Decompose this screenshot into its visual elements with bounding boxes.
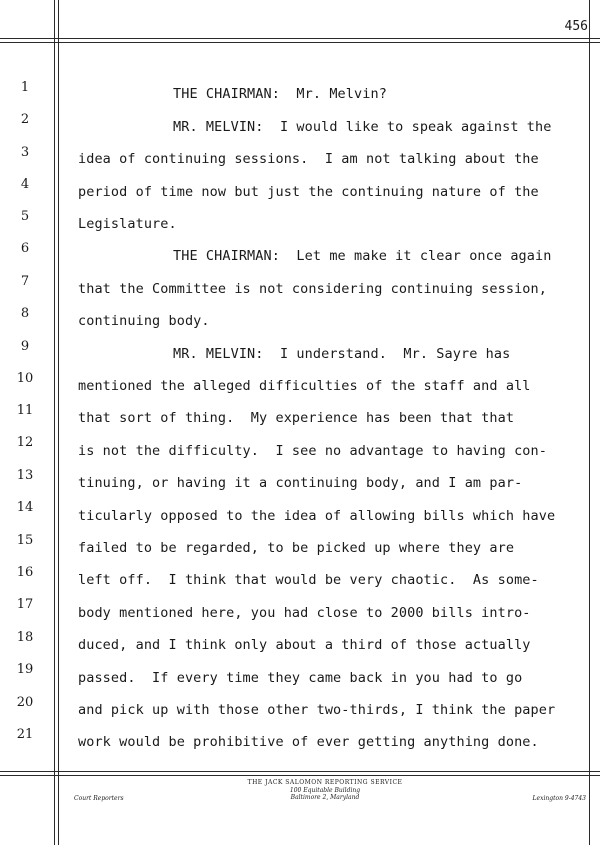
transcript-line: THE CHAIRMAN: Let me make it clear once again — [173, 248, 552, 264]
line-number: 9 — [20, 339, 30, 354]
transcript-line: continuing body. — [78, 313, 210, 329]
line-number: 11 — [16, 403, 34, 418]
line-number: 18 — [16, 630, 34, 645]
transcript-line: work would be prohibitive of ever getting anything done. — [78, 734, 539, 750]
right-margin-rule — [589, 0, 590, 845]
transcript-line: MR. MELVIN: I understand. Mr. Sayre has — [173, 346, 511, 362]
line-number: 2 — [20, 112, 30, 127]
left-margin-rule — [54, 0, 55, 845]
line-number: 6 — [20, 241, 30, 256]
footer-court-reporters: Court Reporters — [74, 795, 124, 802]
transcript-line: MR. MELVIN: I would like to speak against the — [173, 119, 552, 135]
line-number: 21 — [16, 727, 34, 742]
line-number: 3 — [20, 145, 30, 160]
line-number: 8 — [20, 306, 30, 321]
line-number: 16 — [16, 565, 34, 580]
line-number: 19 — [16, 662, 34, 677]
footer-phone: Lexington 9-4743 — [532, 795, 586, 802]
transcript-line: tinuing, or having it a continuing body, and I am par- — [78, 475, 523, 491]
transcript-line: Legislature. — [78, 216, 177, 232]
line-number: 13 — [16, 468, 34, 483]
line-number: 20 — [16, 695, 34, 710]
line-number: 14 — [16, 500, 34, 515]
line-number: 12 — [16, 435, 34, 450]
transcript-line: mentioned the alleged difficulties of the staff and all — [78, 378, 531, 394]
transcript-line: ticularly opposed to the idea of allowing bills which have — [78, 508, 556, 524]
reporting-service-name: THE JACK SALOMON REPORTING SERVICE — [247, 779, 403, 786]
transcript-line: and pick up with those other two-thirds, I think the paper — [78, 702, 556, 718]
line-number: 4 — [20, 177, 30, 192]
line-number: 15 — [16, 533, 34, 548]
transcript-line: period of time now but just the continuing nature of the — [78, 184, 539, 200]
transcript-line: left off. I think that would be very chaotic. As some- — [78, 572, 539, 588]
footer-address-line2: Baltimore 2, Maryland — [290, 794, 360, 801]
line-number: 7 — [20, 274, 30, 289]
transcript-line: passed. If every time they came back in you had to go — [78, 670, 523, 686]
transcript-line: body mentioned here, you had close to 2000 bills intro- — [78, 605, 531, 621]
bottom-rule-inner — [0, 775, 600, 776]
transcript-line: idea of continuing sessions. I am not talking about the — [78, 151, 539, 167]
bottom-rule — [0, 771, 600, 772]
transcript-line: failed to be regarded, to be picked up where they are — [78, 540, 515, 556]
line-number: 17 — [16, 597, 34, 612]
line-number: 10 — [16, 371, 34, 386]
top-rule — [0, 38, 600, 39]
page-number: 456 — [564, 19, 588, 34]
line-number: 5 — [20, 209, 30, 224]
footer-address-line1: 100 Equitable Building — [289, 787, 361, 794]
transcript-line: that the Committee is not considering continuing session, — [78, 281, 547, 297]
transcript-line: THE CHAIRMAN: Mr. Melvin? — [173, 86, 387, 102]
transcript-line: is not the difficulty. I see no advantage to having con- — [78, 443, 547, 459]
transcript-line: that sort of thing. My experience has been that that — [78, 410, 515, 426]
line-number: 1 — [20, 80, 30, 95]
left-margin-rule-inner — [58, 0, 59, 845]
transcript-line: duced, and I think only about a third of those actually — [78, 637, 531, 653]
top-rule-inner — [0, 42, 600, 43]
